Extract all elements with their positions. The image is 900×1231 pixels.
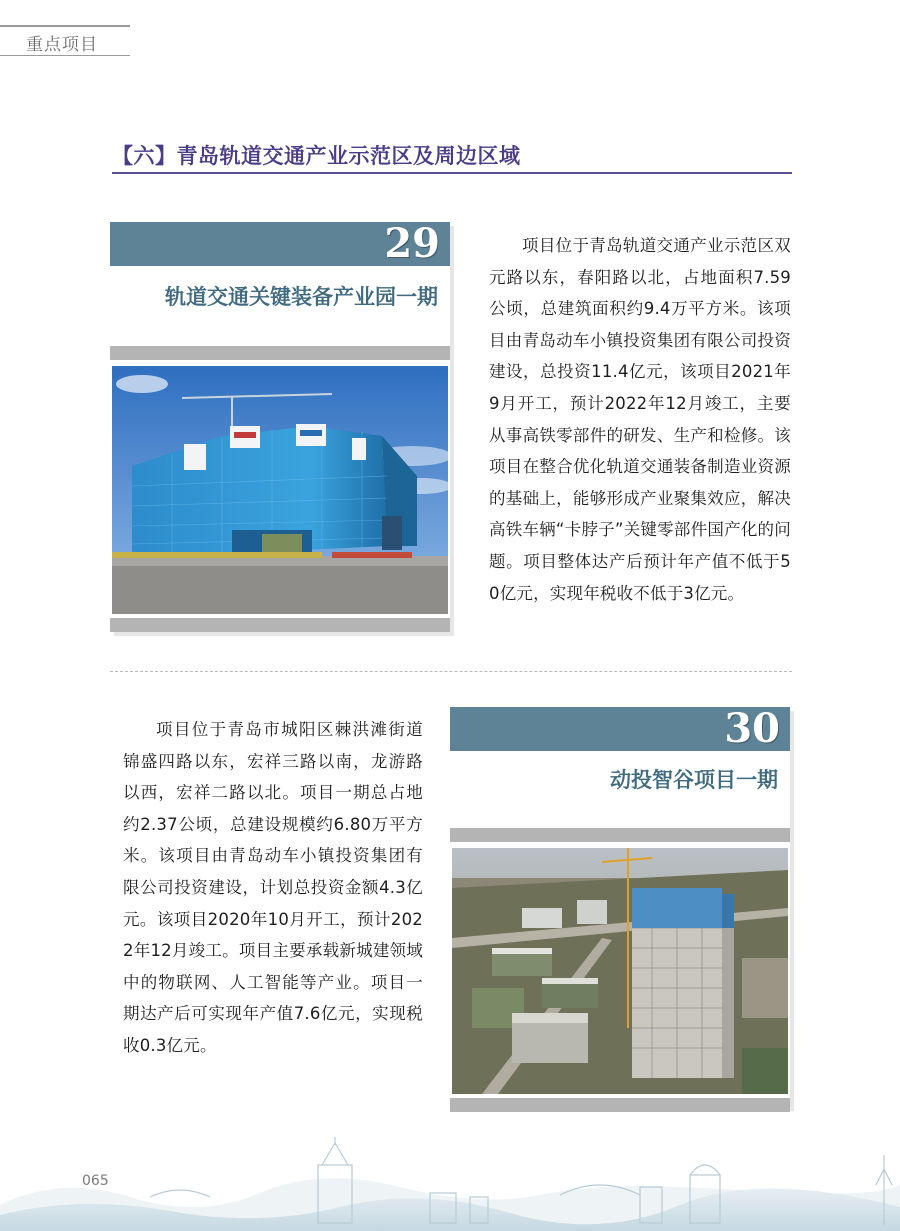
card-29-number-band bbox=[110, 222, 450, 266]
project-card-29 bbox=[110, 222, 450, 632]
card-30-gray-bar-bottom bbox=[450, 1098, 790, 1112]
project-29-photo bbox=[112, 366, 448, 614]
project-30-photo bbox=[452, 848, 788, 1094]
card-30-gray-bar bbox=[450, 828, 790, 842]
card-30-title: 动投智谷项目一期 bbox=[610, 768, 778, 792]
card-29-number: 29 bbox=[384, 220, 440, 267]
page-number: 065 bbox=[82, 1173, 109, 1189]
section-divider bbox=[112, 172, 792, 174]
project-card-30 bbox=[450, 707, 790, 1107]
card-29-title: 轨道交通关键装备产业园一期 bbox=[165, 285, 438, 309]
header-rule-bottom bbox=[0, 55, 130, 56]
project-divider bbox=[110, 671, 792, 672]
header-rule-top bbox=[0, 25, 130, 27]
footer-skyline-decoration bbox=[0, 1135, 900, 1231]
project-30-description: 项目位于青岛市城阳区棘洪滩街道锦盛四路以东，宏祥三路以南，龙游路以西，宏祥二路以北。项目一期总占地约2.37公顷，总建设规模约6.80万平方米。该项目由青岛动车小镇投资集团有限公司投资建设，计划总投资金额4.3亿元。该项目2020年10月开工，预计2022年12月竣工。项目主要承载新城建领域中的物联网、人工智能等产业。项目一期达产后可实现年产值7.6亿元，实现税收0.3亿元。 bbox=[123, 720, 423, 1055]
section-tag: 重点项目 bbox=[26, 35, 98, 55]
card-30-number-band bbox=[450, 707, 790, 751]
card-29-gray-bar bbox=[110, 346, 450, 360]
section-title: 【六】青岛轨道交通产业示范区及周边区域 bbox=[112, 144, 521, 168]
card-29-gray-bar-bottom bbox=[110, 618, 450, 632]
project-29-description: 项目位于青岛轨道交通产业示范区双元路以东，春阳路以北，占地面积7.59公顷，总建筑面积约9.4万平方米。该项目由青岛动车小镇投资集团有限公司投资建设，总投资11.4亿元，该项目2021年9月开工，预计2022年12月竣工，主要从事高铁零部件的研发、生产和检修。该项目在整合优化轨道交通装备制造业资源的基础上，能够形成产业聚集效应，解决高铁车辆“卡脖子”关键零部件国产化的问题。项目整体达产后预计年产值不低于50亿元，实现年税收不低于3亿元。 bbox=[489, 236, 791, 603]
card-30-number: 30 bbox=[724, 705, 780, 752]
